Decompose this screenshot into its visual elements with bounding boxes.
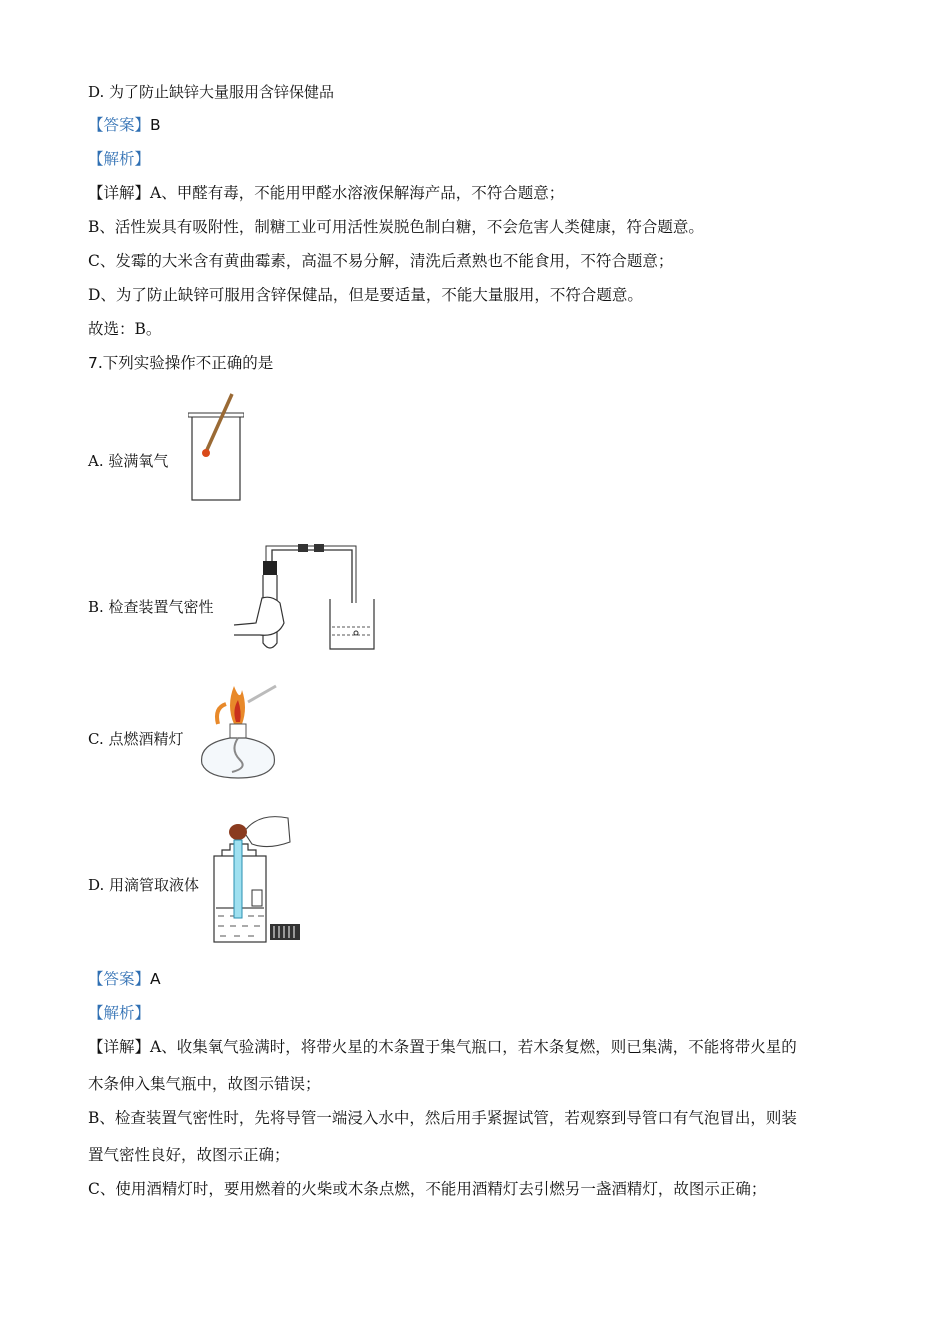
match xyxy=(248,686,276,702)
label-tag xyxy=(252,890,262,906)
q6-detail-b: B、活性炭具有吸附性，制糖工业可用活性炭脱色制白糖，不会危害人类健康，符合题意。 xyxy=(88,218,704,236)
hand xyxy=(234,597,284,635)
answer-value: B xyxy=(150,116,161,134)
question-number: 7 xyxy=(88,354,98,372)
delivery-tube xyxy=(272,550,352,603)
hand xyxy=(244,817,290,847)
beaker xyxy=(330,599,374,649)
gas-bottle-splint-figure xyxy=(188,392,244,502)
q7-stem xyxy=(88,353,273,373)
second-flame xyxy=(217,704,226,724)
dropper-figure xyxy=(208,810,304,946)
q7-detail-b-line2: 置气密性良好，故图示正确； xyxy=(88,1146,290,1164)
q6-answer xyxy=(88,115,161,135)
glowing-tip xyxy=(202,449,210,457)
q6-detail-a xyxy=(88,183,564,203)
q7-option-d-label: D. 用滴管取液体 xyxy=(88,876,200,894)
answer-tag: 【答案】 xyxy=(88,116,151,134)
q7-option-a-label: A. 验满氧气 xyxy=(88,452,169,470)
detail-tag: 【详解】 xyxy=(88,184,151,202)
rubber-bulb xyxy=(229,824,247,840)
dropper-tube xyxy=(234,840,242,918)
question-text: .下列实验操作不正确的是 xyxy=(97,354,274,372)
airtightness-test-figure xyxy=(232,543,382,655)
q6-conclusion: 故选：B。 xyxy=(88,320,162,338)
detail-tag: 【详解】 xyxy=(88,1038,151,1056)
answer-value: A xyxy=(150,970,161,988)
delivery-tube-outline xyxy=(266,546,356,603)
alcohol-lamp-figure xyxy=(196,680,280,782)
bubble xyxy=(354,631,358,635)
q6-detail-c: C、发霉的大米含有黄曲霉素，高温不易分解，清洗后煮熟也不能食用，不符合题意； xyxy=(88,252,674,270)
detail-text: A、收集氧气验满时，将带火星的木条置于集气瓶口，若木条复燃，则已集满，不能将带火星的 xyxy=(150,1038,797,1056)
q7-analysis-tag: 【解析】 xyxy=(88,1004,151,1022)
q7-detail-a-line1 xyxy=(88,1037,797,1057)
q7-detail-c: C、使用酒精灯时，要用燃着的火柴或木条点燃，不能用酒精灯去引燃另一盏酒精灯，故图示正确； xyxy=(88,1180,767,1198)
q6-analysis-tag: 【解析】 xyxy=(88,150,151,168)
q7-answer xyxy=(88,969,161,989)
wooden-splint xyxy=(206,394,232,452)
detail-text: A、甲醛有毒，不能用甲醛水溶液保解海产品，不符合题意； xyxy=(150,184,565,202)
q6-detail-d: D、为了防止缺锌可服用含锌保健品，但是要适量，不能大量服用，不符合题意。 xyxy=(88,286,643,304)
lamp-neck xyxy=(230,724,246,738)
rubber-connector xyxy=(298,544,308,552)
q7-detail-b-line1: B、检查装置气密性时，先将导管一端浸入水中，然后用手紧握试管，若观察到导管口有气泡冒出，则装 xyxy=(88,1109,797,1127)
rubber-connector xyxy=(314,544,324,552)
rubber-stopper xyxy=(263,561,277,575)
glass-plate xyxy=(188,413,244,417)
q6-option-d: D. 为了防止缺锌大量服用含锌保健品 xyxy=(88,83,335,101)
q7-option-c-label: C. 点燃酒精灯 xyxy=(88,730,184,748)
q7-detail-a-line2: 木条伸入集气瓶中，故图示错误； xyxy=(88,1075,321,1093)
q7-option-b-label: B. 检查装置气密性 xyxy=(88,598,214,616)
answer-tag: 【答案】 xyxy=(88,970,151,988)
